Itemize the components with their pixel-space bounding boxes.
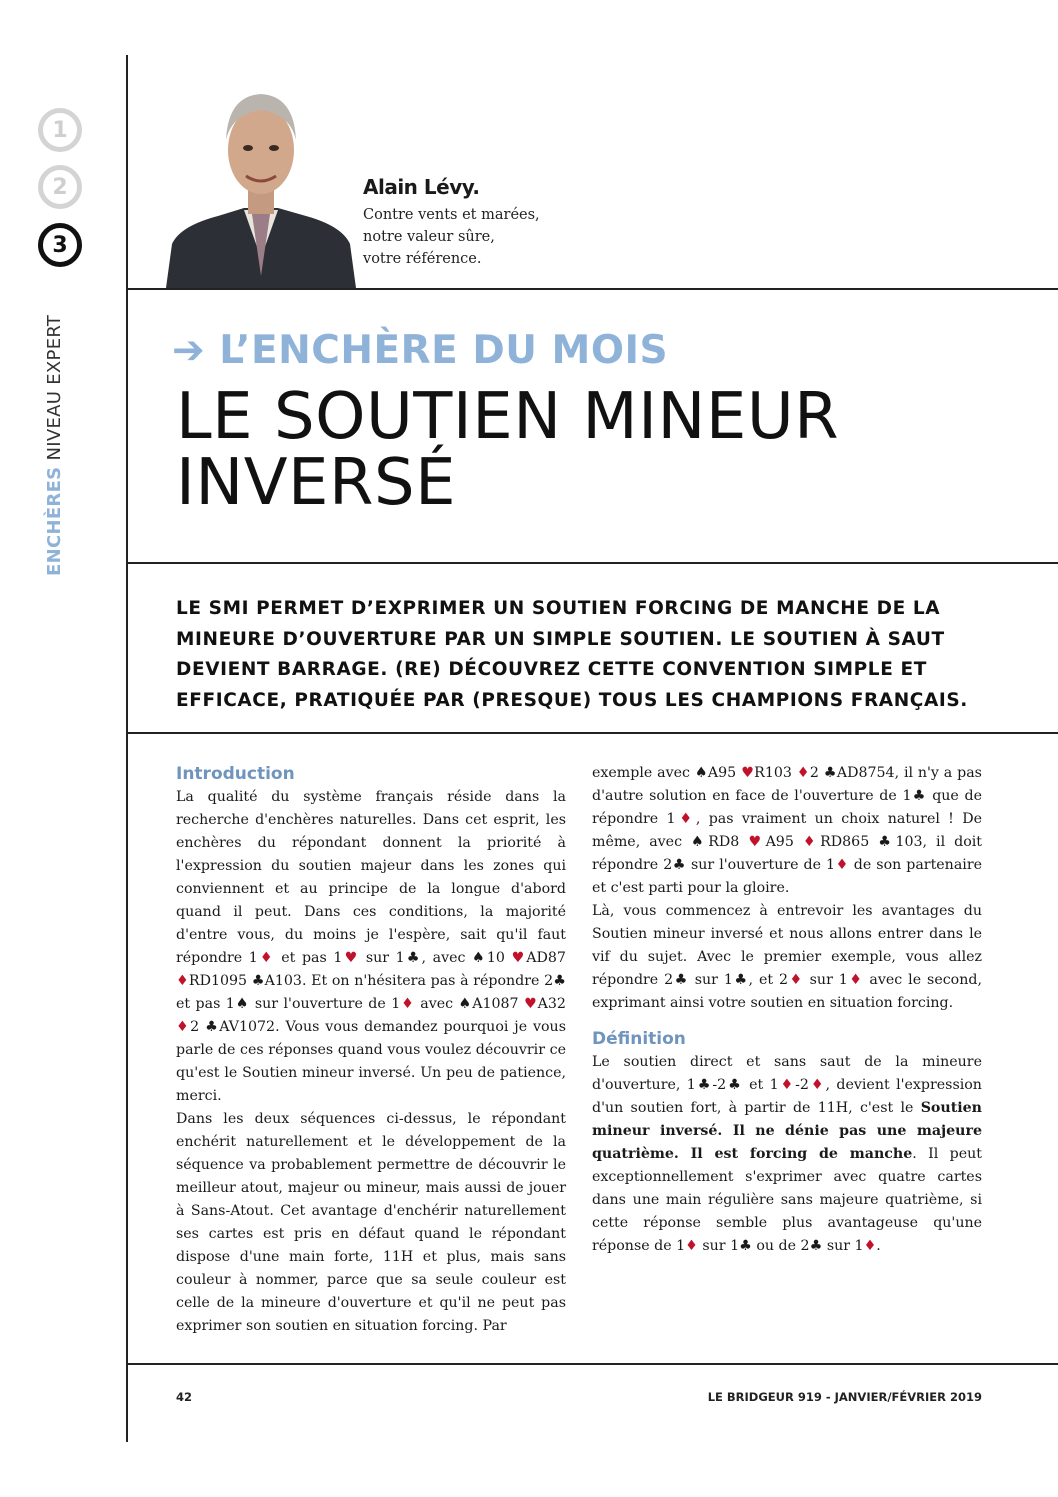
author-portrait	[166, 76, 356, 288]
diamond-icon: ♦	[835, 857, 849, 873]
diamond-icon: ♦	[400, 996, 415, 1012]
author-name: Alain Lévy.	[363, 175, 480, 199]
kicker	[172, 328, 668, 373]
heart-icon: ♥	[511, 950, 527, 966]
level-1-marker: 1	[38, 108, 82, 152]
spade-icon: ♠	[458, 996, 473, 1012]
club-icon: ♣	[404, 950, 422, 966]
page-number: 42	[176, 1390, 193, 1404]
tagline-line: Contre vents et marées,	[363, 207, 540, 223]
paragraph: Dans les deux séquences ci-dessus, le répondant enchérit naturellement et le développement de la séquence va probablement permettre de découvrir le meilleur atout, majeur ou mineur, mais aussi de jouer à Sans-Atout. Cet avantage d'enchérir naturellement ses cartes est pris en défaut quand le répondant dispose d'une main forte, 11H et plus, mais sans couleur à nommer, parce que sa seule couleur est celle de la mineure d'ouverture et qu'il ne peut pas exprimer son soutien en situation forcing. Par	[176, 1111, 566, 1334]
diamond-icon: ♦	[778, 1077, 796, 1093]
club-icon: ♣	[726, 1077, 743, 1093]
intro-heading: Introduction	[176, 764, 295, 784]
diamond-icon: ♦	[176, 973, 189, 989]
spade-icon: ♠	[472, 950, 487, 966]
footer-rule	[126, 1363, 1058, 1365]
spade-icon: ♠	[691, 834, 709, 850]
spade-icon: ♠	[234, 996, 250, 1012]
level-3-marker: 3	[38, 223, 82, 267]
kicker-text: L’ENCHÈRE DU MOIS	[219, 328, 669, 373]
paragraph: Là, vous commencez à entrevoir les avantages du Soutien mineur inversé et nous allons entrer dans le vif du sujet. Avec le premier exemple, vous allez répondre 2♣ sur 1♣, et 2♦ sur 1♦ avec le second, exprimant ainsi votre soutien en situation forcing.	[592, 903, 982, 1011]
club-icon: ♣	[695, 1077, 713, 1093]
article-column-left	[176, 762, 566, 1338]
club-icon: ♣	[672, 857, 686, 873]
club-icon: ♣	[553, 973, 566, 989]
lede: LE SMI PERMET D’EXPRIMER UN SOUTIEN FORCING DE MANCHE DE LA MINEURE D’OUVERTURE PAR UN SIMPLE SOUTIEN. LE SOUTIEN À SAUT DEVIENT BARRAGE. (RE) DÉCOUVREZ CETTE CONVENTION SIMPLE ET EFFICACE, PRATIQUÉE PAR (PRESQUE) TOUS LES CHAMPIONS FRANÇAIS.	[176, 598, 968, 711]
club-icon: ♣	[823, 765, 837, 781]
club-icon: ♣	[809, 1238, 823, 1254]
arrow-right-icon: ➔	[172, 328, 220, 373]
level-name: NIVEAU EXPERT	[44, 314, 65, 461]
tagline-line: votre référence.	[363, 251, 482, 267]
diamond-icon: ♦	[788, 972, 804, 988]
diamond-icon: ♦	[176, 1019, 191, 1035]
diamond-icon: ♦	[796, 765, 810, 781]
article-column-right	[592, 762, 982, 1258]
header-rule	[126, 288, 1058, 290]
diamond-icon: ♦	[808, 1077, 826, 1093]
heart-icon: ♥	[748, 834, 766, 850]
margin-rule	[126, 55, 128, 1442]
club-icon: ♣	[205, 1019, 220, 1035]
paragraph: La qualité du système français réside dans la recherche d'enchères naturelles. Dans cet esprit, les enchères du répondant donnent la priorité à l'expression du soutien majeur dans les zones qui conviennent et au principe de la longue d'abord quand il peut. Dans ces conditions, la majorité d'entre vous, du moins je l'espère, sait qu'il faut répondre 1♦ et pas 1♥ sur 1♣, avec ♠10 ♥AD87 ♦RD1095 ♣A103. Et on n'hésitera pas à répondre 2♣ et pas 1♠ sur l'ouverture de 1♦ avec ♠A1087 ♥A32 ♦2 ♣AV1072. Vous vous demandez pourquoi je vous parle de ces réponses quand vous voulez découvrir ce qu'est le Soutien mineur inversé. Un peu de patience, merci.	[176, 789, 566, 1104]
section-label	[44, 315, 65, 576]
club-icon: ♣	[251, 973, 265, 989]
club-icon: ♣	[739, 1238, 752, 1254]
diamond-icon: ♦	[847, 972, 864, 988]
title-line: INVERSÉ	[176, 446, 456, 520]
spade-icon: ♠	[694, 765, 708, 781]
tagline-line: notre valeur sûre,	[363, 229, 495, 245]
level-2-marker: 2	[38, 165, 82, 209]
diamond-icon: ♦	[675, 811, 696, 827]
paragraph: Le soutien direct et sans saut de la mineure d'ouverture, 1♣-2♣ et 1♦-2♦, devient l'expression d'un soutien fort, à partir de 11H, c'est le Soutien mineur inversé. Il ne dénie pas une majeure quatrième. Il est forcing de manche. Il peut exceptionnellement s'exprimer avec quatre cartes dans une main régulière sans majeure quatrième, si cette réponse semble plus avantageuse qu'une réponse de 1♦ sur 1♣ ou de 2♣ sur 1♦.	[592, 1054, 982, 1254]
definition-heading: Définition	[592, 1029, 686, 1049]
page-title	[176, 380, 1036, 520]
diamond-icon: ♦	[685, 1238, 698, 1254]
club-icon: ♣	[878, 834, 896, 850]
paragraph: exemple avec ♠A95 ♥R103 ♦2 ♣AD8754, il n'y a pas d'autre solution en face de l'ouverture de 1♣ que de répondre 1♦, pas vraiment un choix naturel ! De même, avec ♠RD8 ♥A95 ♦RD865 ♣103, il doit répondre 2♣ sur l'ouverture de 1♦ de son partenaire et c'est parti pour la gloire.	[592, 765, 982, 896]
heart-icon: ♥	[741, 765, 755, 781]
author-tagline	[363, 204, 540, 270]
heart-icon: ♥	[524, 996, 538, 1012]
club-icon: ♣	[911, 788, 927, 804]
lede-bottom-rule	[126, 732, 1058, 734]
diamond-icon: ♦	[863, 1238, 877, 1254]
club-icon: ♣	[732, 972, 749, 988]
heart-icon: ♥	[342, 950, 360, 966]
club-icon: ♣	[673, 972, 689, 988]
lede-top-rule	[126, 562, 1058, 564]
section-name: ENCHÈRES	[44, 466, 65, 576]
title-line: LE SOUTIEN MINEUR	[176, 380, 840, 454]
issue-info: LE BRIDGEUR 919 - JANVIER/FÉVRIER 2019	[707, 1390, 982, 1404]
diamond-icon: ♦	[802, 834, 821, 850]
diamond-icon: ♦	[257, 950, 275, 966]
